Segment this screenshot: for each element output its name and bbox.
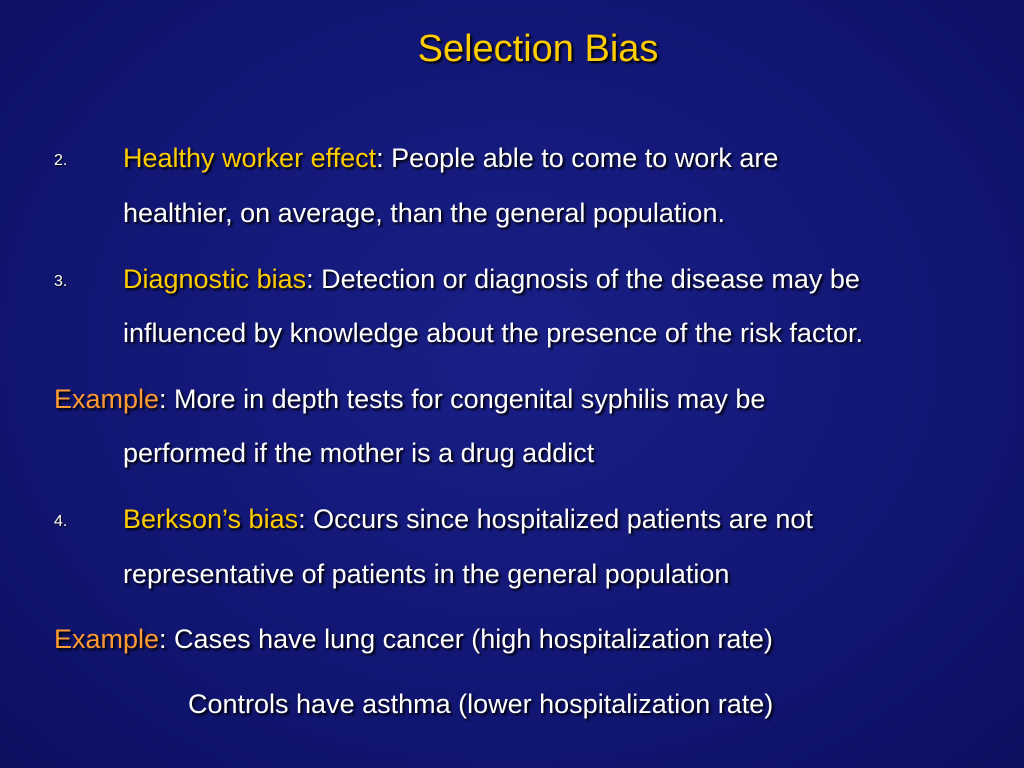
- example-lung-cancer-line1: [54, 622, 773, 656]
- item-number: 4.: [54, 513, 68, 530]
- bullet-item-healthy-worker-line2: healthier, on average, than the general population.: [123, 198, 725, 228]
- bullet-item-berksons-bias-line1: [123, 502, 813, 536]
- item-number: 3.: [54, 273, 68, 290]
- example-lung-cancer-line2: Controls have asthma (lower hospitalization rate): [188, 689, 774, 719]
- example-text: : Cases have lung cancer (high hospitalization rate): [159, 624, 773, 654]
- bullet-item-diagnostic-bias-line1: [123, 262, 860, 296]
- term-diagnostic-bias: Diagnostic bias: [123, 264, 307, 294]
- slide-title: Selection Bias: [417, 28, 659, 70]
- term-berksons-bias: Berkson’s bias: [123, 504, 299, 534]
- definition-text: : Detection or diagnosis of the disease may be: [306, 264, 860, 294]
- bullet-item-diagnostic-bias-line2: influenced by knowledge about the presence of the risk factor.: [123, 318, 863, 348]
- example-text: : More in depth tests for congenital syphilis may be: [159, 384, 766, 414]
- example-label: Example: [54, 384, 160, 414]
- example-label: Example: [54, 624, 160, 654]
- definition-text: : Occurs since hospitalized patients are not: [298, 504, 813, 534]
- definition-text: : People able to come to work are: [376, 143, 779, 173]
- bullet-item-berksons-bias-line2: representative of patients in the general population: [123, 559, 730, 589]
- example-syphilis-line1: [54, 382, 765, 416]
- example-syphilis-line2: performed if the mother is a drug addict: [123, 438, 595, 468]
- bullet-item-healthy-worker-line1: [123, 141, 778, 175]
- item-number: 2.: [54, 152, 68, 169]
- term-healthy-worker-effect: Healthy worker effect: [123, 143, 377, 173]
